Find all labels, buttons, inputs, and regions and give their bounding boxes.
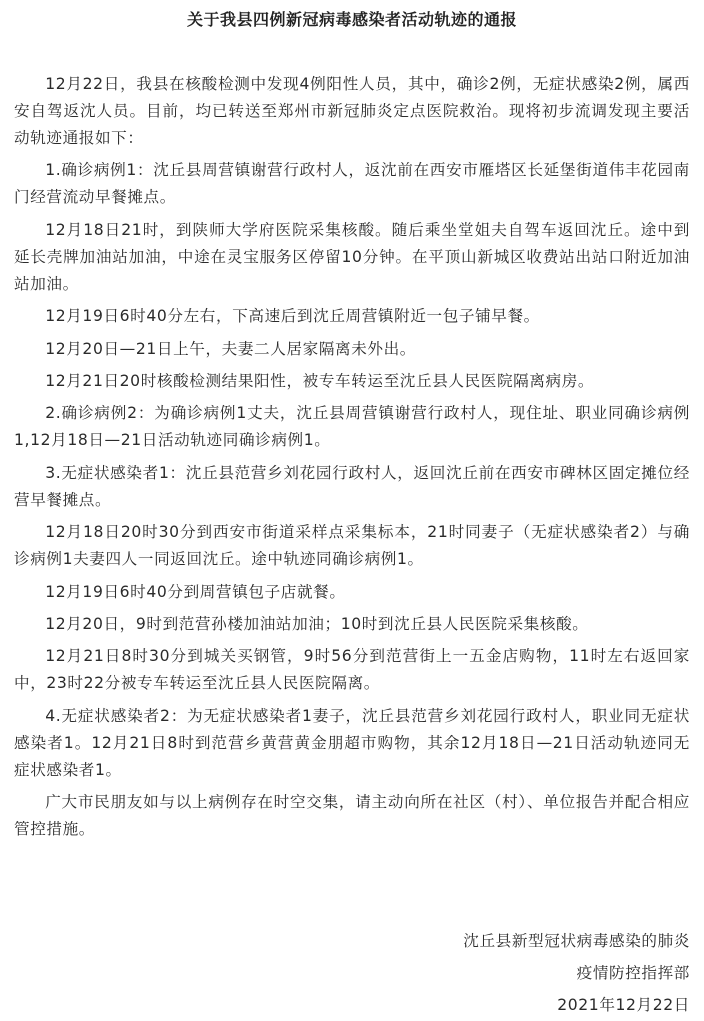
- paragraph-public-notice: 广大市民朋友如与以上病例存在时空交集，请主动向所在社区（村）、单位报告并配合相应管控措施。: [14, 793, 690, 839]
- paragraph-intro: 12月22日，我县在核酸检测中发现4例阳性人员，其中，确诊2例，无症状感染2例，属西安自驾返沈人员。目前，均已转送至郑州市新冠肺炎定点医院救治。现将初步流调发现主要活动轨迹通报如下：: [14, 75, 690, 147]
- paragraph-asymptomatic-1-dec-18: 12月18日20时30分到西安市街道采样点采集标本，21时同妻子（无症状感染者2）与确诊病例1夫妻四人一同返回沈丘。途中轨迹同确诊病例1。: [14, 523, 690, 569]
- paragraph-case-1-dec-20: 12月20日—21日上午，夫妻二人居家隔离未外出。: [45, 339, 416, 358]
- paragraph-asymptomatic-2: 4.无症状感染者2：为无症状感染者1妻子，沈丘县范营乡刘花园行政村人，职业同无症状感染者1。12月21日8时到范营乡黄营黄金朋超市购物，其余12月18日—21日活动轨迹同无症状感染者1。: [14, 706, 690, 779]
- notice-title: 关于我县四例新冠病毒感染者活动轨迹的通报: [186, 10, 517, 29]
- paragraph-asymptomatic-1: 3.无症状感染者1：沈丘县范营乡刘花园行政村人，返回沈丘前在西安市碑林区固定摊位经营早餐摊点。: [14, 463, 690, 509]
- signature-block: [463, 925, 690, 1021]
- paragraph-asymptomatic-1-dec-20: 12月20日，9时到范营孙楼加油站加油；10时到沈丘县人民医院采集核酸。: [45, 614, 589, 633]
- paragraph-case-1: 1.确诊病例1：沈丘县周营镇谢营行政村人，返沈前在西安市雁塔区长延堡街道伟丰花园南门经营流动早餐摊点。: [14, 161, 690, 207]
- notice-body: [14, 71, 690, 843]
- paragraph-case-1-dec-21: 12月21日20时核酸检测结果阳性，被专车转运至沈丘县人民医院隔离病房。: [45, 371, 595, 390]
- paragraph-asymptomatic-1-dec-21: 12月21日8时30分到城关买钢管，9时56分到范营街上一五金店购物，11时左右返回家中，23时22分被专车转运至沈丘县人民医院隔离。: [14, 647, 690, 693]
- signature-org-line-2: 疫情防控指挥部: [576, 964, 690, 982]
- paragraph-asymptomatic-1-dec-19: 12月19日6时40分到周营镇包子店就餐。: [45, 582, 346, 601]
- signature-org-line-1: 沈丘县新型冠状病毒感染的肺炎: [463, 932, 690, 950]
- paragraph-case-2: 2.确诊病例2：为确诊病例1丈夫，沈丘县周营镇谢营行政村人，现住址、职业同确诊病例1,12月18日—21日活动轨迹同确诊病例1。: [14, 404, 690, 450]
- paragraph-case-1-dec-18: 12月18日21时，到陕师大学府医院采集核酸。随后乘坐堂姐夫自驾车返回沈丘。途中到延长壳牌加油站加油，中途在灵宝服务区停留10分钟。在平顶山新城区收费站出站口附近加油站加油。: [14, 220, 690, 293]
- paragraph-case-1-dec-19: 12月19日6时40分左右，下高速后到沈丘周营镇附近一包子铺早餐。: [45, 307, 540, 326]
- signature-date: 2021年12月22日: [557, 996, 690, 1014]
